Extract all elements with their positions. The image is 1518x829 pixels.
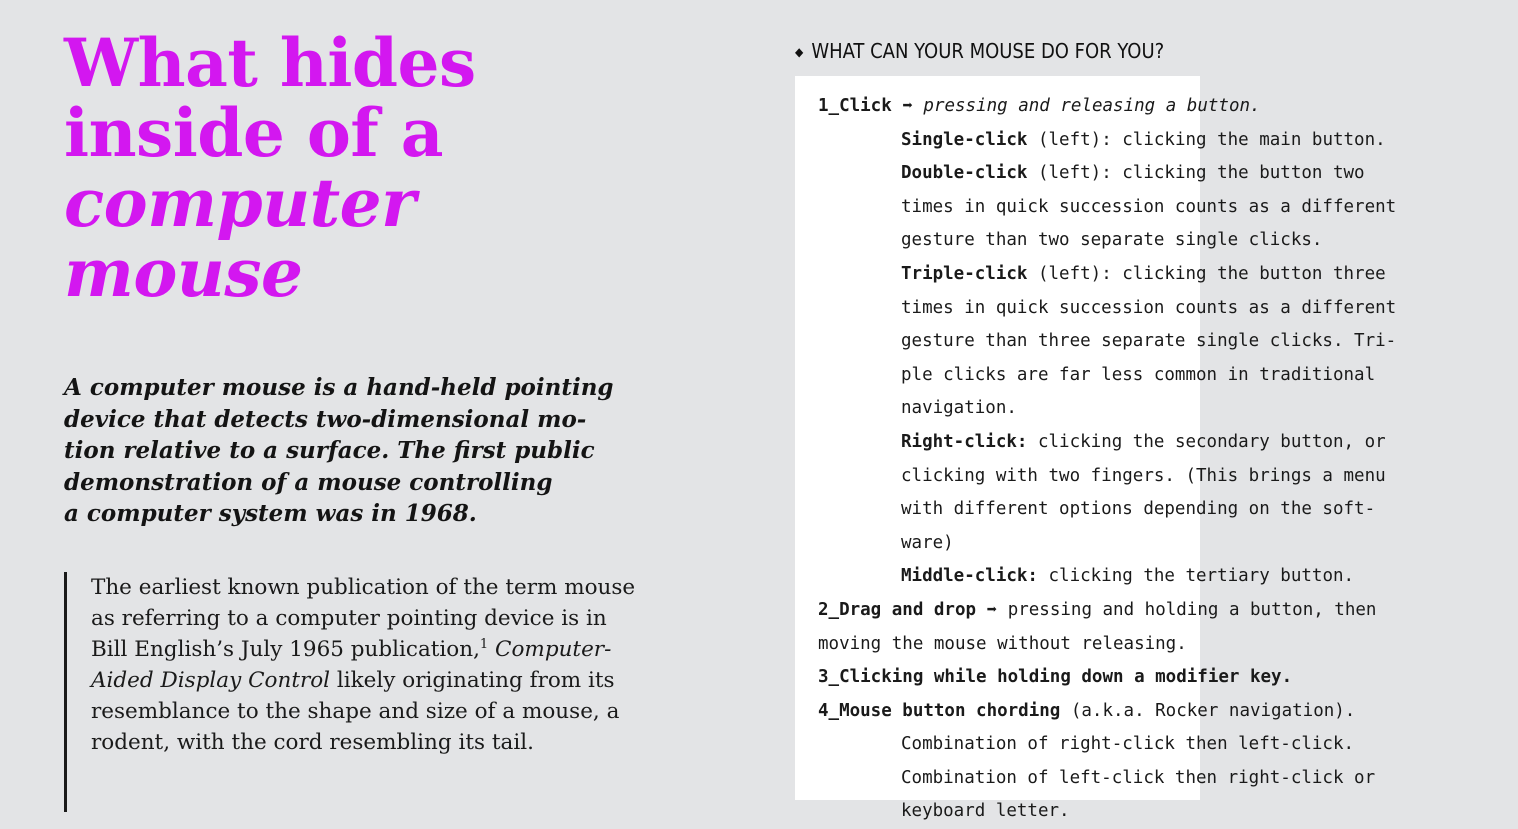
block-quote [64, 572, 635, 812]
list-item [818, 124, 1518, 158]
item-text-line: times in quick succession counts as a different [901, 196, 1397, 217]
lede-line: device that detects two-dimensional mo- [64, 405, 587, 433]
diamond-bullet-icon: ◆ [795, 45, 804, 59]
article-title [64, 24, 476, 312]
item-text: clicking the tertiary button. [1037, 566, 1355, 587]
list-item [818, 258, 1518, 292]
lede-line: demonstration of a mouse controlling [64, 468, 553, 496]
title-line-3: computer [64, 164, 416, 242]
item-text-line: clicking with two fingers. (This brings a menu [901, 465, 1386, 486]
list-item [818, 594, 1518, 628]
item-text-line: ware) [901, 532, 954, 553]
item-text-line: moving the mouse without releasing. [818, 633, 1187, 654]
mouse-actions-panel [795, 76, 1397, 822]
item-text-line: with different options depending on the soft- [901, 499, 1376, 520]
item-text-line: Combination of right-click then left-click. [901, 734, 1355, 755]
quote-line: as referring to a computer pointing device is in [91, 606, 607, 631]
item-text: (left): clicking the main button. [1027, 129, 1386, 150]
item-label: 2_Drag and drop [818, 599, 977, 620]
lede-line: a computer system was in 1968. [64, 500, 477, 527]
sidebar-heading [795, 34, 1200, 68]
item-description: pressing and holding a button, then [1007, 599, 1377, 620]
publication-title: Aided Display Control [91, 668, 331, 693]
title-line-1: What hides [64, 24, 476, 102]
footnote-marker[interactable]: 1 [479, 637, 489, 652]
item-text-line: ple clicks are far less common in traditional [901, 364, 1376, 385]
mouse-actions-list [818, 90, 1518, 829]
title-line-2: inside of a [64, 94, 444, 172]
item-label: Triple-click [901, 263, 1028, 284]
item-label: 4_Mouse button chording [818, 700, 1061, 721]
quote-text: Bill English’s July 1965 publication, [91, 637, 480, 662]
list-item [818, 90, 1518, 124]
item-label: Single-click [901, 129, 1028, 150]
quote-text: likely originating from its [330, 668, 615, 693]
quote-line [91, 634, 635, 665]
item-text-line: Combination of left-click then right-click or [901, 767, 1376, 788]
item-text-line: keyboard letter. [901, 801, 1070, 822]
lede-line: tion relative to a surface. The first public [64, 437, 595, 464]
item-text-line: gesture than three separate single clicks. Tri- [901, 331, 1397, 352]
list-item: 3_Clicking while holding down a modifier key. [818, 667, 1293, 688]
item-text: (left): clicking the button two [1027, 163, 1365, 184]
item-text-line: gesture than two separate single clicks. [901, 230, 1323, 251]
item-text: (a.k.a. Rocker navigation). [1060, 700, 1356, 721]
item-label: Double-click [901, 163, 1028, 184]
item-description: pressing and releasing a button. [923, 96, 1261, 116]
title-line-4: mouse [64, 234, 303, 312]
quote-line: rodent, with the cord resembling its tail. [91, 730, 534, 755]
item-text-line: navigation. [901, 398, 1017, 419]
item-text-line: times in quick succession counts as a different [901, 297, 1397, 318]
item-text: clicking the secondary button, or [1027, 431, 1386, 452]
lede-line: A computer mouse is a hand-held pointing [64, 374, 614, 401]
quote-line: The earliest known publication of the term mouse [91, 575, 636, 600]
item-label: 1_Click [818, 96, 892, 116]
item-label: Right-click: [901, 431, 1028, 452]
arrow-right-icon: ➡ [986, 599, 998, 620]
publication-title: Computer- [495, 637, 612, 662]
list-item [818, 157, 1518, 191]
arrow-right-icon: ➡ [902, 96, 913, 116]
list-item [818, 426, 1518, 460]
quote-line: resemblance to the shape and size of a mouse, a [91, 699, 620, 724]
list-item [818, 560, 1518, 594]
item-label: Middle-click: [901, 566, 1038, 587]
lede-paragraph [64, 372, 704, 530]
item-text: (left): clicking the button three [1027, 263, 1386, 284]
quote-line [91, 665, 635, 696]
sidebar-heading-text: WHAT CAN YOUR MOUSE DO FOR YOU? [811, 39, 1165, 63]
list-item [818, 695, 1518, 729]
